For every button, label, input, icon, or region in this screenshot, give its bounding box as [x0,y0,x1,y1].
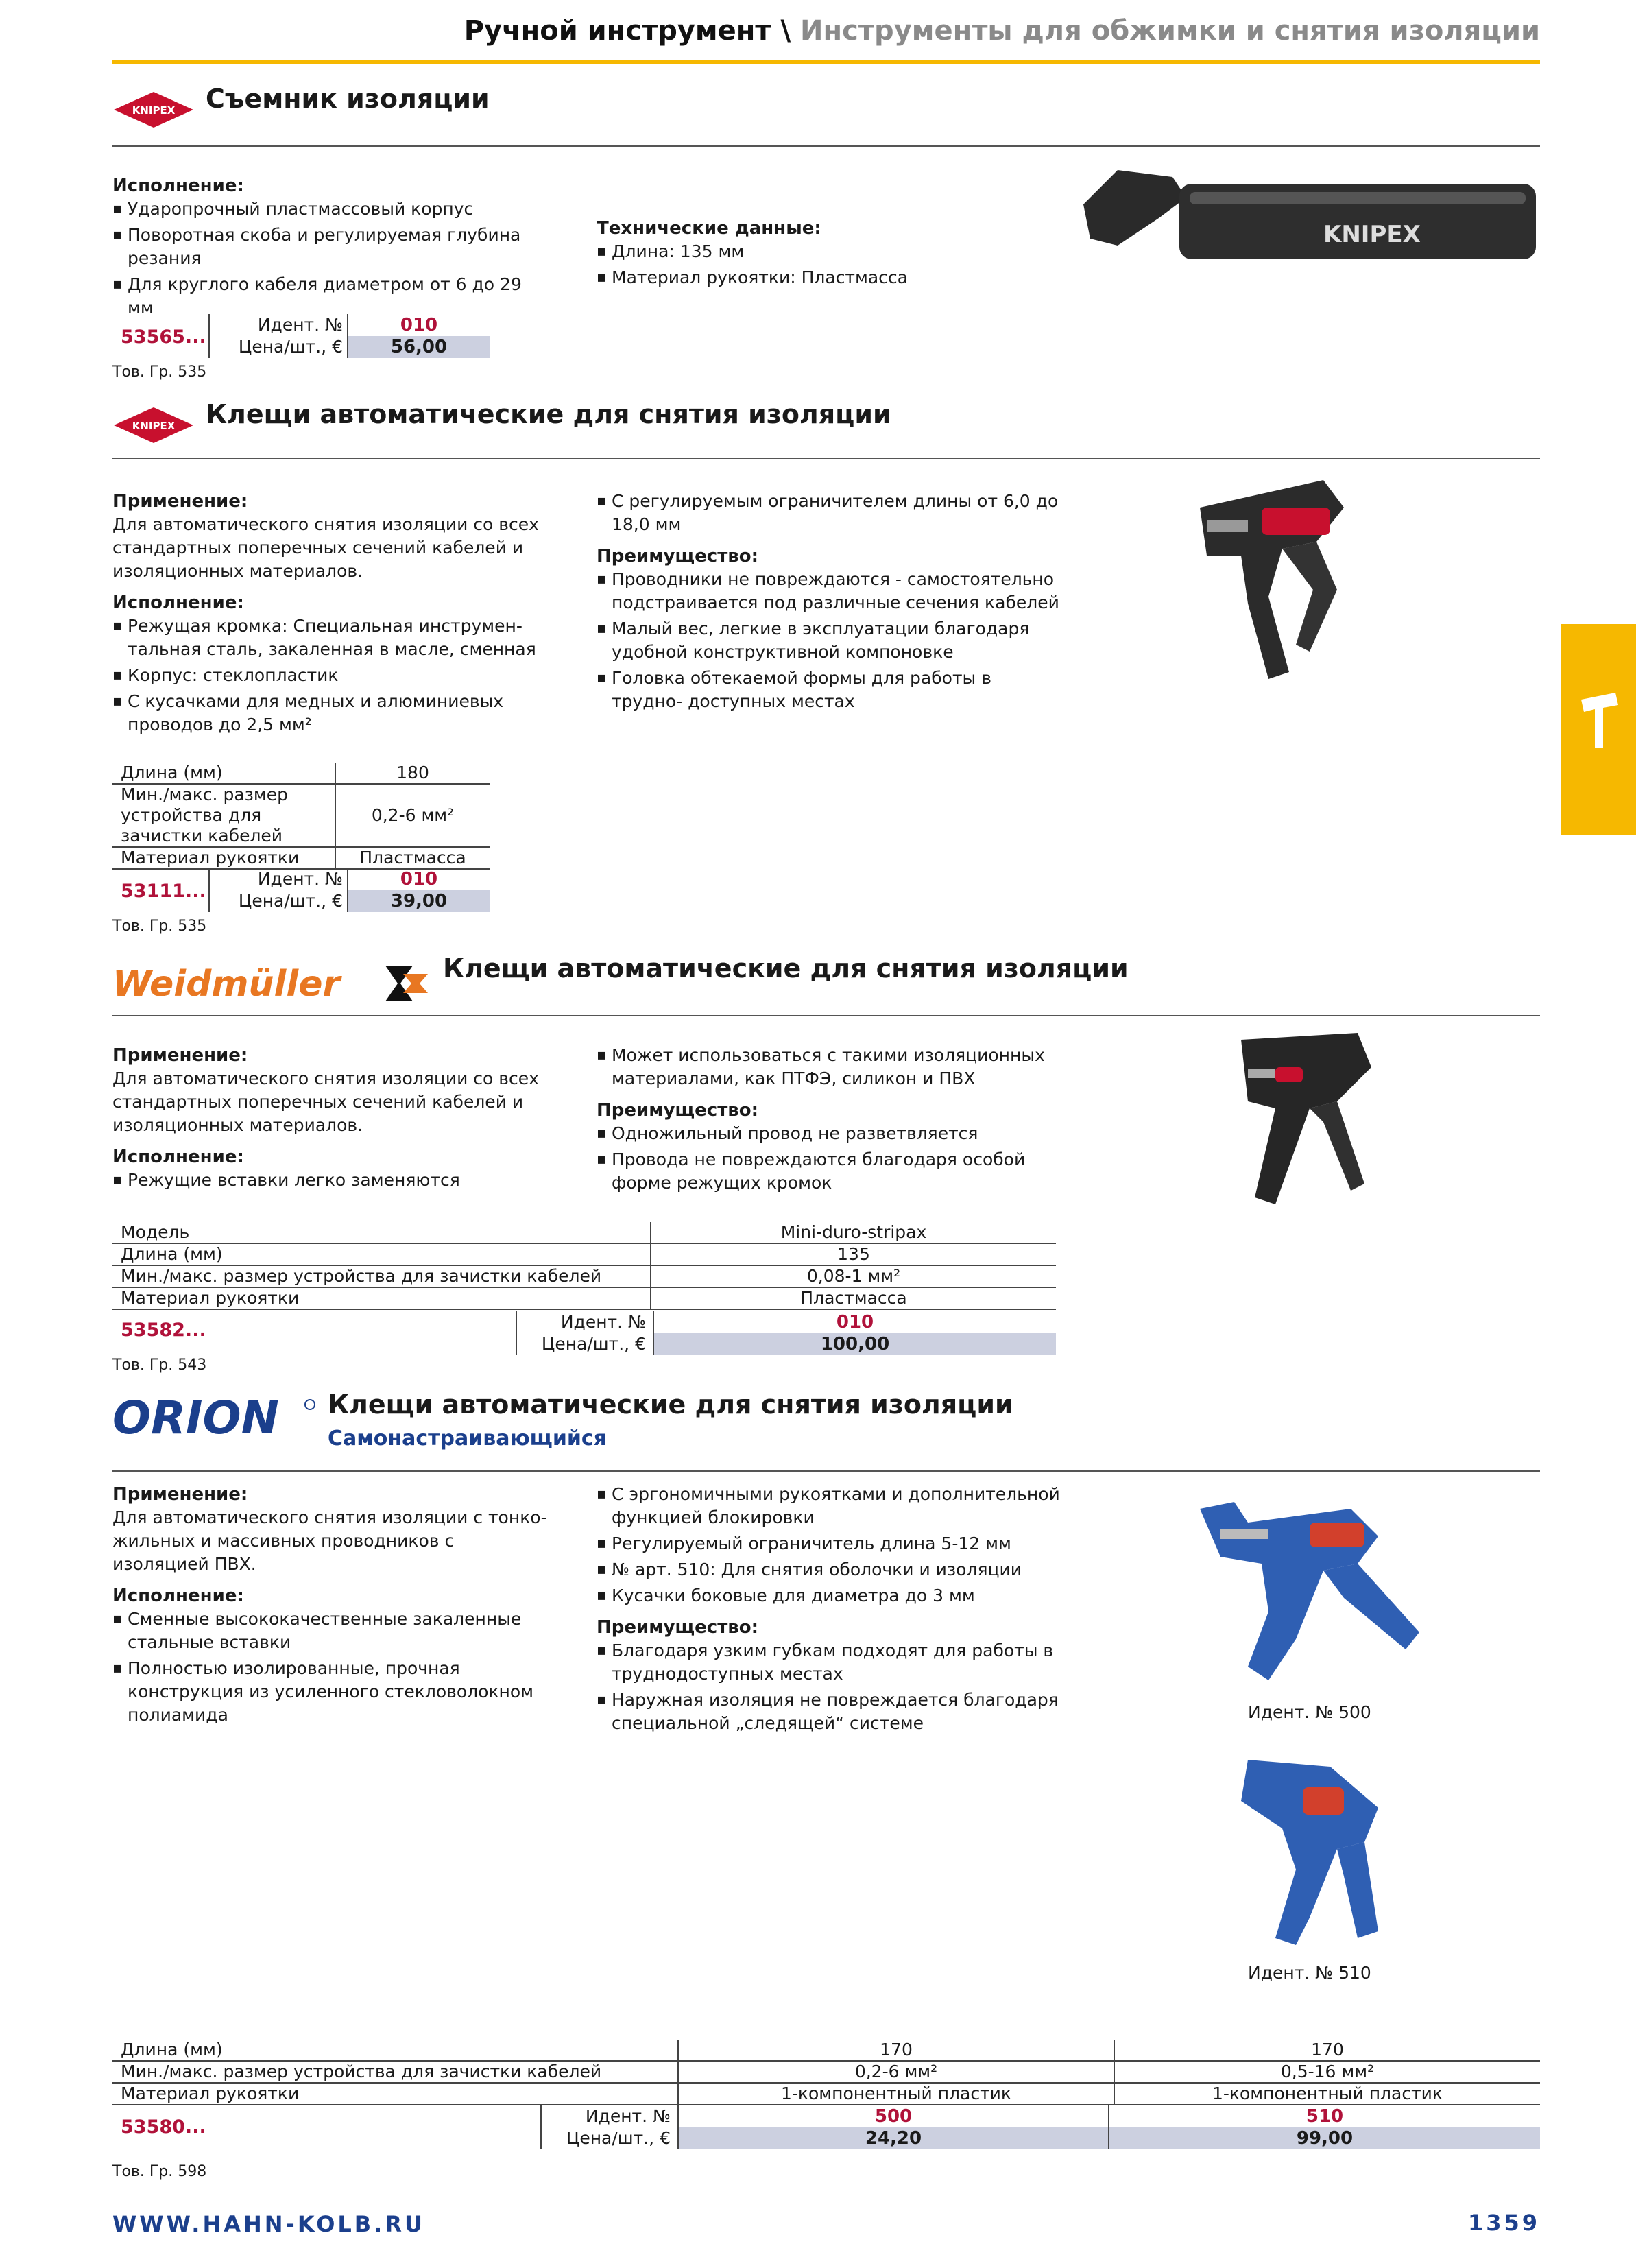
section-2-col1 [112,490,551,739]
section-4-title: Клещи автоматические для снятия изоляции [328,1389,1013,1420]
spec-table [112,2040,1540,2105]
product-group: Тов. Гр. 535 [112,918,207,935]
spec-label: Мин./макс. размер устройства для зачистки кабелей [112,1265,651,1287]
section-4-subtitle: Самонастраивающийся [328,1427,607,1451]
section-2-col2 [597,490,1063,716]
application-heading: Применение: [112,491,248,512]
spec-label: Мин./макс. размер устройства для зачистки кабелей [112,2061,678,2083]
application-text: Для автоматического снятия изоляции с тонко- жильных и массивных проводников с изоляцией ПВХ. [112,1507,547,1574]
product-image-orion-500 [1193,1481,1426,1687]
table-row [112,847,490,869]
section-1-title: Съемник изоляции [206,84,490,114]
spec-value: 0,5-16 мм² [1114,2061,1540,2083]
spec-label: Длина (мм) [112,763,335,784]
application-heading: Применение: [112,1045,248,1066]
list-item: ▪ Материал рукоятки: Пластмасса [597,266,1035,289]
table-row [112,2061,1540,2083]
list-item: ▪ Регулируемый ограничитель длина 5-12 мм [597,1532,1063,1555]
orion-logo [112,1395,318,1440]
price-value: 39,00 [348,890,490,912]
advantage-heading: Преимущество: [597,1100,758,1121]
hammer-icon [1561,624,1636,835]
spec-value: 170 [678,2040,1114,2061]
spec-value: 0,2-6 мм² [335,784,490,847]
svg-text:KNIPEX: KNIPEX [132,420,176,432]
ident-label: Идент. № [560,1312,646,1332]
header-category: Ручной инструмент [464,15,771,47]
section-1-col2 [597,217,1035,292]
svg-text:ORION: ORION [112,1395,279,1440]
product-group: Тов. Гр. 543 [112,1357,207,1374]
spec-value: 0,2-6 мм² [678,2061,1114,2083]
spec-value: 1-компонентный пластик [1114,2083,1540,2105]
order-divider [540,2105,542,2149]
ident-label: Идент. № [257,869,343,889]
section-4-rule [112,1470,1540,1472]
section-2-title: Клещи автоматические для снятия изоляции [206,399,891,429]
list-item: ▪ С эргономичными рукоятками и дополнительной функцией блокировки [597,1483,1063,1529]
weidmuller-logo [112,959,435,1008]
price-value: 56,00 [348,336,490,358]
header-subcategory: Инструменты для обжимки и снятия изоляции [800,15,1540,47]
price-label: Цена/шт., € [238,337,343,357]
list-item: ▪ Одножильный провод не разветвляется [597,1122,1063,1145]
order-divider [208,314,210,358]
svg-text:KNIPEX: KNIPEX [1323,221,1421,248]
list-item: ▪ Длина: 135 мм [597,240,1035,263]
article-code: 53580... [121,2116,206,2138]
product-image-weidmuller [1234,1026,1378,1232]
list-item: ▪ С регулируемым ограничителем длины от 6,0 до 18,0 мм [597,490,1063,536]
spec-value: Пластмасса [335,847,490,869]
spec-value: Пластмасса [651,1287,1056,1309]
product-group: Тов. Гр. 598 [112,2163,207,2180]
tech-data-heading: Технические данные: [597,218,821,239]
list-item: ▪ Может использоваться с такими изоляционных материалами, как ПТФЭ, силикон и ПВХ [597,1044,1063,1090]
list-item: ▪ Головка обтекаемой формы для работы в трудно- доступных местах [597,667,1063,713]
application-heading: Применение: [112,1484,248,1505]
section-4-col2 [597,1483,1063,1738]
table-row [112,1287,1056,1309]
product-image-orion-510 [1234,1746,1392,1952]
ident-value-510: 510 [1306,2106,1344,2127]
product-group: Тов. Гр. 535 [112,363,207,381]
spec-label: Модель [112,1222,651,1243]
table-row [112,784,490,847]
ident-value: 010 [400,315,438,335]
ident-label: Идент. № [585,2106,671,2126]
spec-value: 1-компонентный пластик [678,2083,1114,2105]
list-item: ▪ Наружная изоляция не повреждается благодаря специальной „следящей“ системе [597,1688,1063,1735]
section-2-rule [112,458,1540,459]
price-value-500: 24,20 [679,2127,1108,2149]
list-item: ▪ Корпус: стеклопластик [112,664,551,687]
list-item: ▪ Проводники не повреждаются - самостоятельно подстраивается под различные сечения кабелей [597,568,1063,614]
article-code: 53111... [121,881,206,902]
ident-label: Идент. № [257,315,343,335]
list-item: ▪ Ударопрочный пластмассовый корпус [112,198,551,221]
list-item: ▪ Полностью изолированные, прочная конструкция из усиленного стекловолокном полиамида [112,1657,551,1727]
product-image-knipex-auto [1179,466,1358,686]
section-3-col2 [597,1044,1063,1197]
ident-value: 010 [400,869,438,890]
section-1-rule [112,145,1540,147]
caption-510: Идент. № 510 [1248,1963,1371,1983]
list-item: ▪ Провода не повреждаются благодаря особой форме режущих кромок [597,1148,1063,1195]
footer-url[interactable]: WWW.HAHN-KOLB.RU [112,2211,425,2237]
price-label: Цена/шт., € [238,891,343,911]
header-rule [112,60,1540,64]
advantage-heading: Преимущество: [597,546,758,566]
spec-label: Мин./макс. размер устройства для зачистки кабелей [112,784,335,847]
product-image-stripper [1076,156,1543,273]
section-4-col1 [112,1483,551,1730]
table-row [112,2040,1540,2061]
section-3-title: Клещи автоматические для снятия изоляции [443,953,1129,983]
section-1-col1 [112,174,551,322]
design-heading: Исполнение: [112,593,244,613]
knipex-logo [112,91,195,129]
order-divider [208,868,210,912]
list-item: ▪ Режущая кромка: Специальная инструмен- тальная сталь, закаленная в масле, сменная [112,614,551,661]
page-number: 1359 [1467,2210,1540,2236]
section-3-rule [112,1015,1540,1016]
header-separator: \ [771,15,801,47]
table-row [112,1222,1056,1243]
svg-text:Weidmüller: Weidmüller [112,964,341,1005]
list-item: ▪ Благодаря узким губкам подходят для работы в труднодоступных местах [597,1639,1063,1686]
advantage-heading: Преимущество: [597,1617,758,1638]
list-item: ▪ Для круглого кабеля диаметром от 6 до 29 мм [112,273,551,320]
spec-label: Материал рукоятки [112,1287,651,1309]
knipex-logo [112,406,195,444]
spec-label: Длина (мм) [112,2040,678,2061]
table-row [112,763,490,784]
spec-value: 0,08-1 мм² [651,1265,1056,1287]
application-text: Для автоматического снятия изоляции со всех стандартных поперечных сечений кабелей и изоляционных материалов. [112,514,539,581]
section-3-col1 [112,1044,551,1195]
price-value-510: 99,00 [1109,2127,1540,2149]
section-1-heading: Исполнение: [112,176,244,196]
spec-table [112,1222,1056,1310]
ident-value-500: 500 [874,2106,913,2127]
price-label: Цена/шт., € [541,1334,646,1354]
spec-label: Материал рукоятки [112,847,335,869]
page-header [112,15,1540,47]
list-item: ▪ Сменные высококачественные закаленные стальные вставки [112,1608,551,1654]
article-code: 53565... [121,326,206,348]
table-row [112,1265,1056,1287]
spec-value: Mini-duro-stripax [651,1222,1056,1243]
spec-value: 180 [335,763,490,784]
spec-label: Материал рукоятки [112,2083,678,2105]
price-value: 100,00 [654,1333,1056,1355]
order-divider [516,1311,517,1355]
list-item: ▪ № арт. 510: Для снятия оболочки и изоляции [597,1558,1063,1581]
design-heading: Исполнение: [112,1147,244,1167]
spec-value: 135 [651,1243,1056,1265]
list-item: ▪ С кусачками для медных и алюминиевых проводов до 2,5 мм² [112,690,551,737]
caption-500: Идент. № 500 [1248,1702,1371,1722]
section-tab [1561,624,1636,835]
ident-value: 010 [836,1312,874,1333]
list-item: ▪ Малый вес, легкие в эксплуатации благодаря удобной конструктивной компоновке [597,617,1063,664]
list-item: ▪ Режущие вставки легко заменяются [112,1169,551,1192]
svg-text:KNIPEX: KNIPEX [132,104,176,117]
design-heading: Исполнение: [112,1586,244,1606]
application-text: Для автоматического снятия изоляции со всех стандартных поперечных сечений кабелей и изоляционных материалов. [112,1069,539,1135]
price-label: Цена/шт., € [566,2128,671,2148]
list-item: ▪ Поворотная скоба и регулируемая глубина резания [112,224,551,270]
spec-label: Длина (мм) [112,1243,651,1265]
spec-value: 170 [1114,2040,1540,2061]
table-row [112,2083,1540,2105]
table-row [112,1243,1056,1265]
list-item: ▪ Кусачки боковые для диаметра до 3 мм [597,1584,1063,1608]
article-code: 53582... [121,1320,206,1341]
spec-table [112,763,490,870]
